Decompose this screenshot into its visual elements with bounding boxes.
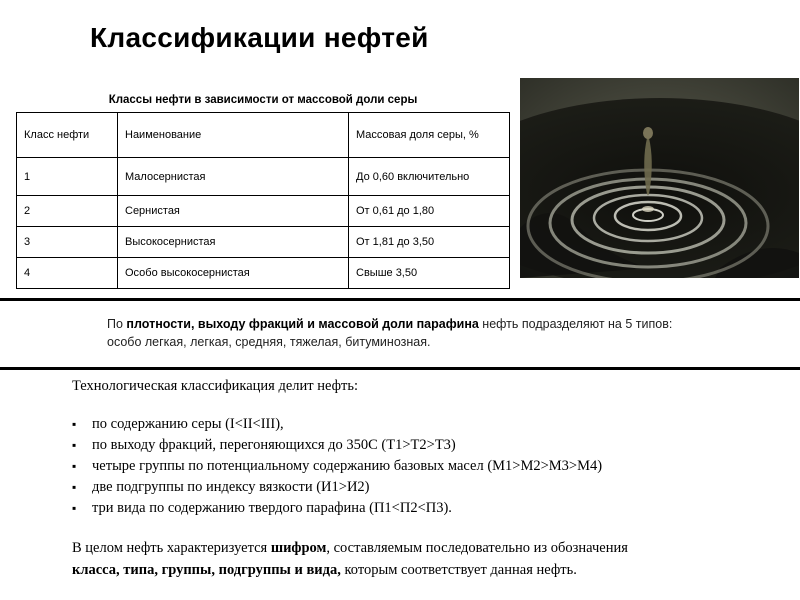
density-bold: плотности, выходу фракций и массовой доли парафина [126, 317, 479, 331]
list-item-text: по содержанию серы (I<II<III), [92, 416, 284, 432]
tech-list [72, 414, 784, 519]
sulfur-class-table [16, 112, 510, 289]
table-row [17, 227, 510, 258]
bullet-icon: ▪ [72, 438, 77, 452]
header-cell-sulfur: Массовая доля серы, % [349, 113, 510, 158]
summary-paragraph [72, 537, 784, 581]
table-cell: Малосернистая [118, 158, 349, 196]
list-item [72, 477, 784, 498]
table-cell: От 0,61 до 1,80 [349, 196, 510, 227]
list-item [72, 414, 784, 435]
density-types: особо легкая, легкая, средняя, тяжелая, битуминозная. [107, 335, 431, 349]
divider-top [0, 298, 800, 301]
bullet-icon: ▪ [72, 417, 77, 431]
list-item-text: две подгруппы по индексу вязкости (И1>И2) [92, 479, 370, 495]
header-cell-class: Класс нефти [17, 113, 118, 158]
divider-bottom [0, 367, 800, 370]
list-item-text: по выходу фракций, перегоняющихся до 350С (T1>T2>T3) [92, 437, 456, 453]
table-cell: Свыше 3,50 [349, 258, 510, 289]
list-item [72, 456, 784, 477]
table-cell: 2 [17, 196, 118, 227]
bullet-icon: ▪ [72, 480, 77, 494]
table-cell: Сернистая [118, 196, 349, 227]
tech-classification [72, 376, 784, 581]
table-cell: От 1,81 до 3,50 [349, 227, 510, 258]
table-cell: Особо высокосернистая [118, 258, 349, 289]
table-cell: 4 [17, 258, 118, 289]
table-row [17, 258, 510, 289]
table-row [17, 158, 510, 196]
table-cell: Высокосернистая [118, 227, 349, 258]
summary-bold1: шифром [270, 540, 327, 556]
summary-part2: , составляемым последовательно из обозначения [326, 540, 628, 556]
table-cell: До 0,60 включительно [349, 158, 510, 196]
tech-heading: Технологическая классификация делит нефть: [72, 378, 358, 394]
bullet-icon: ▪ [72, 459, 77, 473]
header-cell-name: Наименование [118, 113, 349, 158]
list-item [72, 498, 784, 519]
oil-drop-photo [520, 78, 799, 278]
oil-ripple-image [520, 78, 799, 278]
table-cell: 3 [17, 227, 118, 258]
list-item-text: четыре группы по потенциальному содержанию базовых масел (М1>М2>М3>М4) [92, 458, 603, 474]
table-caption: Классы нефти в зависимости от массовой доли серы [108, 94, 418, 106]
summary-bold2: класса, типа, группы, подгруппы и вида, [72, 562, 341, 578]
density-paragraph [107, 315, 757, 351]
bullet-icon: ▪ [72, 501, 77, 515]
table-header-row [17, 113, 510, 158]
list-item-text: три вида по содержанию твердого парафина (П1<П2<П3). [92, 500, 452, 516]
page-title: Классификации нефтей [90, 22, 429, 53]
summary-part1: В целом нефть характеризуется [72, 540, 271, 556]
table-cell: 1 [17, 158, 118, 196]
density-prefix: По [107, 317, 127, 331]
summary-part3: которым соответствует данная нефть. [340, 562, 577, 578]
density-suffix: нефть подразделяют на 5 типов: [478, 317, 673, 331]
list-item [72, 435, 784, 456]
table-row [17, 196, 510, 227]
